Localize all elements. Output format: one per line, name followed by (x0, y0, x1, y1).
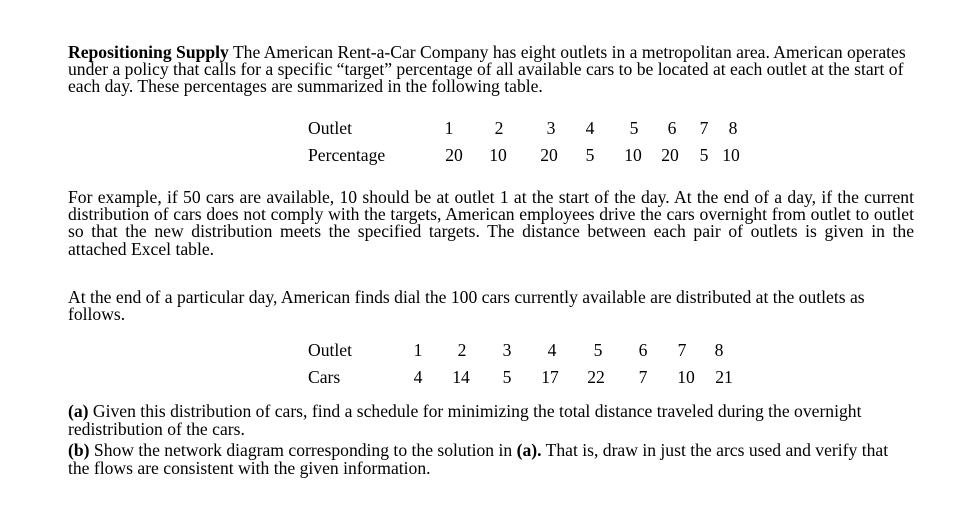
cars-outlet-cell: 3 (502, 340, 512, 360)
problem-title: Repositioning Supply (68, 42, 229, 62)
target-percentage-cell: 10 (624, 145, 642, 165)
cars-count-cell: 7 (638, 367, 648, 387)
cars-count-cell: 21 (715, 367, 733, 387)
question-part-b (68, 442, 908, 477)
cars-count-cell: 5 (502, 367, 512, 387)
target-percentage-cell: 10 (489, 145, 507, 165)
cars-table-cars-label: Cars (308, 367, 341, 387)
part-a-text: Given this distribution of cars, find a schedule for minimizing the total distance traveled during the overnight redistribution of the cars. (68, 401, 862, 439)
cars-count-cell: 17 (541, 367, 559, 387)
target-table-outlet-label: Outlet (308, 118, 352, 138)
target-outlet-cell: 2 (494, 118, 504, 138)
target-percentage-table (0, 118, 959, 168)
target-percentage-cell: 5 (585, 145, 595, 165)
cars-outlet-cell: 2 (457, 340, 467, 360)
intro-text: The American Rent-a-Car Company has eight outlets in a metropolitan area. American operates under a policy that calls for a specific “target” percentage of all available cars to be located at each outlet at the start of each day. These percentages are summarized in the following table. (68, 42, 906, 96)
target-outlet-cell: 4 (585, 118, 595, 138)
target-percentage-cell: 10 (722, 145, 740, 165)
cars-outlet-cell: 8 (714, 340, 724, 360)
cars-count-cell: 10 (677, 367, 695, 387)
cars-outlet-cell: 4 (547, 340, 557, 360)
target-outlet-cell: 1 (444, 118, 454, 138)
part-b-reference: (a). (516, 440, 542, 460)
cars-distribution-table (0, 340, 959, 390)
target-table-percentage-label: Percentage (308, 145, 386, 165)
target-outlet-cell: 6 (667, 118, 677, 138)
cars-outlet-cell: 7 (677, 340, 687, 360)
example-paragraph: For example, if 50 cars are available, 10 should be at outlet 1 at the start of the day. At the end of a day, if the current distribution of cars does not comply with the targets, American employees drive the cars overnight from outlet to outlet so that the new distribution meets the specified targets. The distance between each pair of outlets is given in the attached Excel table. (68, 187, 914, 259)
cars-count-cell: 14 (452, 367, 470, 387)
intro-paragraph (68, 44, 908, 94)
cars-count-cell: 4 (413, 367, 423, 387)
target-percentage-cell: 5 (699, 145, 709, 165)
part-a-label: (a) (68, 401, 89, 421)
target-outlet-cell: 5 (629, 118, 639, 138)
cars-outlet-cell: 1 (413, 340, 423, 360)
target-outlet-cell: 3 (546, 118, 556, 138)
end-of-day-paragraph: At the end of a particular day, American finds dial the 100 cars currently available are distributed at the outlets as follows. (68, 287, 865, 324)
part-b-label: (b) (68, 440, 90, 460)
part-b-text-2: That is, draw in just the arcs used and verify that the flows are consistent with the given information. (68, 440, 889, 478)
cars-outlet-cell: 6 (638, 340, 648, 360)
target-outlet-cell: 8 (728, 118, 738, 138)
target-outlet-cell: 7 (699, 118, 709, 138)
target-percentage-cell: 20 (445, 145, 463, 165)
question-part-a (68, 403, 908, 438)
target-percentage-cell: 20 (540, 145, 558, 165)
cars-outlet-cell: 5 (593, 340, 603, 360)
cars-count-cell: 22 (587, 367, 605, 387)
part-b-text-1: Show the network diagram corresponding to the solution in (89, 440, 517, 460)
cars-table-outlet-label: Outlet (308, 340, 352, 360)
target-percentage-cell: 20 (661, 145, 679, 165)
